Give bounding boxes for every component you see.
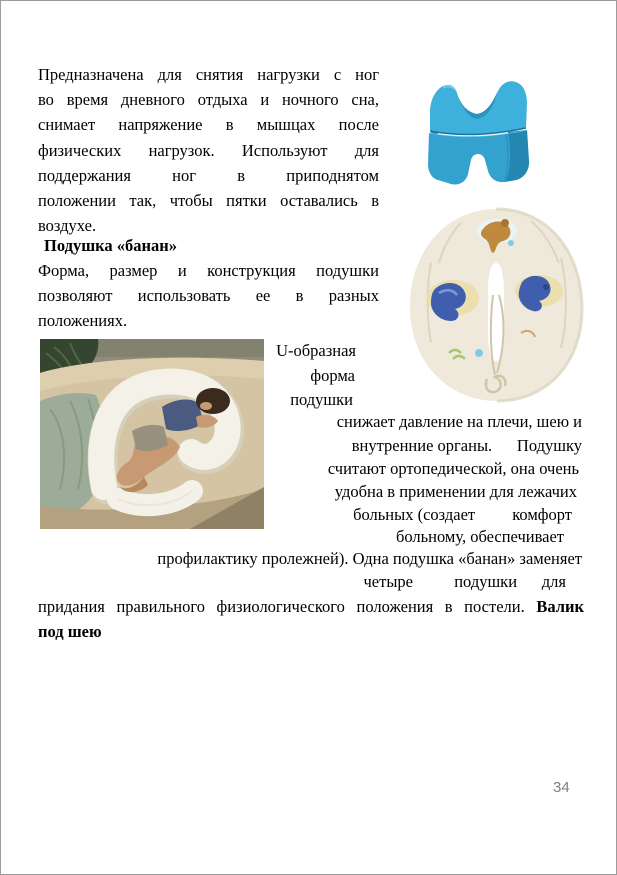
heading-banana-pillow: Подушка «банан» <box>44 236 178 255</box>
heading-neck-roll: под шею <box>38 622 102 641</box>
text-line: форма <box>310 366 355 385</box>
text-line: снижает давление на плечи, шею и <box>336 412 582 431</box>
text-line: больных (создает комфорт <box>353 505 572 524</box>
text-line: больному, обеспечивает <box>395 527 564 546</box>
text-line: подушки <box>290 390 353 409</box>
paragraph-position-line <box>38 594 584 619</box>
text-line: физических нагрузок. Используют для <box>38 140 379 160</box>
text-line: положении так, чтобы пятки оставались в <box>38 191 379 211</box>
text-line: воздухе. <box>38 216 97 236</box>
paragraph-banana-intro <box>38 258 379 334</box>
text-line: положениях. <box>38 311 128 331</box>
page-number: 34 <box>553 779 570 796</box>
text-line: считают ортопедической, она очень <box>327 459 579 478</box>
text-line: профилактику пролежней). Одна подушка «банан» заменяет <box>157 549 582 568</box>
text-line <box>38 594 584 619</box>
text-line: удобна в применении для лежачих <box>334 482 577 501</box>
text-line: снимает напряжение в мышцах после <box>38 115 379 135</box>
text-line: Предназначена для снятия нагрузки с ног <box>38 65 379 84</box>
knee-pillow-illustration <box>413 67 543 199</box>
text-line: U-образная <box>276 341 356 360</box>
text-line: позволяют использовать ее в разных <box>38 286 379 306</box>
text-line: поддержания ног в приподнятом <box>38 165 379 185</box>
text-line: во время дневного отдыха и ночного сна, <box>38 90 379 110</box>
banana-pillow-illustration <box>401 203 591 408</box>
bold-run-valik: Валик <box>536 597 585 616</box>
text-line: внутренние органы. Подушку <box>351 436 582 455</box>
paragraph-leg-pillow <box>38 62 379 238</box>
sleeping-photo-illustration <box>40 339 264 529</box>
text-run: придания правильного физиологического положения в постели. <box>38 597 525 616</box>
knee-pillow-image <box>413 67 543 199</box>
banana-pillow-image <box>401 203 591 408</box>
text-line: Форма, размер и конструкция подушки <box>38 261 379 280</box>
sleeping-photo-image <box>40 339 264 529</box>
text-line: четыре подушки для <box>363 572 566 591</box>
